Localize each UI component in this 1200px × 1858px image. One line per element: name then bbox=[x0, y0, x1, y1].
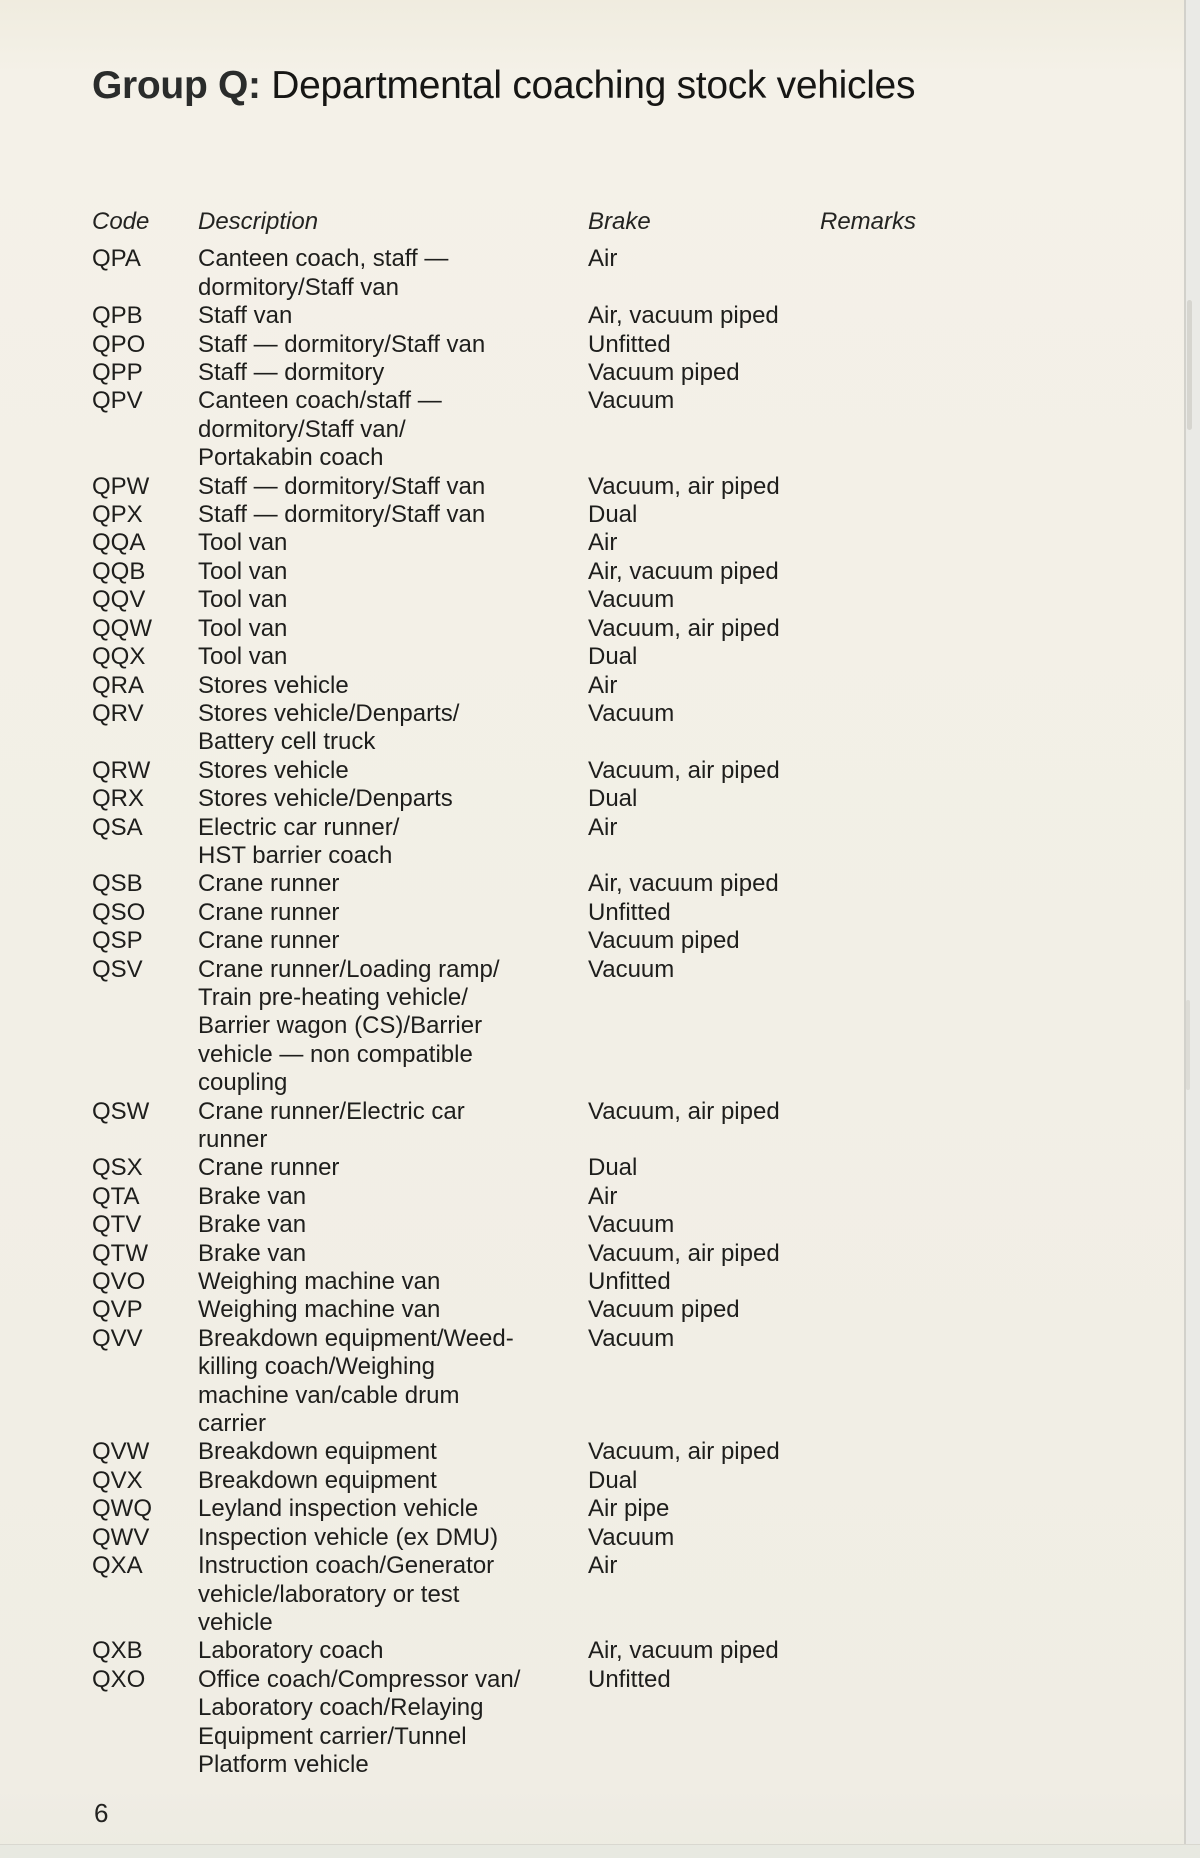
table-row bbox=[92, 529, 1102, 557]
brake-cell: Dual bbox=[588, 785, 638, 813]
description-cell bbox=[198, 529, 588, 557]
brake-cell: Vacuum, air piped bbox=[588, 1097, 780, 1125]
description-cell bbox=[198, 785, 588, 813]
description-cell bbox=[198, 757, 588, 785]
remarks-cell bbox=[820, 1154, 1102, 1182]
description-cell bbox=[198, 1154, 588, 1182]
description-cell bbox=[198, 700, 588, 757]
code-cell: QQB bbox=[92, 557, 146, 585]
remarks-cell bbox=[820, 501, 1102, 529]
description-line: Crane runner bbox=[198, 870, 340, 898]
description-cell bbox=[198, 615, 588, 643]
code-cell: QVP bbox=[92, 1296, 143, 1324]
table-row bbox=[92, 1240, 1102, 1268]
description-line: Staff — dormitory bbox=[198, 359, 385, 387]
remarks-cell bbox=[820, 1296, 1102, 1324]
code-cell: QSW bbox=[92, 1097, 150, 1125]
header-brake: Brake bbox=[588, 208, 651, 235]
header-code: Code bbox=[92, 208, 150, 235]
description-line: Office coach/Compressor van/ bbox=[198, 1665, 521, 1693]
remarks-cell bbox=[820, 927, 1102, 955]
table-row bbox=[92, 785, 1102, 813]
description-line: dormitory/Staff van/ bbox=[198, 415, 406, 443]
remarks-cell bbox=[820, 672, 1102, 700]
code-cell: QQV bbox=[92, 586, 146, 614]
description-cell bbox=[198, 558, 588, 586]
code-cell: QRW bbox=[92, 756, 151, 784]
description-cell bbox=[198, 473, 588, 501]
remarks-cell bbox=[820, 529, 1102, 557]
description-line: Staff — dormitory/Staff van bbox=[198, 472, 486, 500]
table-row bbox=[92, 870, 1102, 898]
description-cell bbox=[198, 1098, 588, 1155]
table-row bbox=[92, 331, 1102, 359]
code-cell: QPV bbox=[92, 387, 143, 415]
description-cell bbox=[198, 899, 588, 927]
brake-cell: Vacuum bbox=[588, 1211, 675, 1239]
code-cell: QPX bbox=[92, 501, 143, 529]
description-line: Tool van bbox=[198, 614, 288, 642]
code-cell: QTV bbox=[92, 1211, 142, 1239]
description-line: Tool van bbox=[198, 586, 288, 614]
description-line: Tool van bbox=[198, 643, 288, 671]
remarks-cell bbox=[820, 331, 1102, 359]
remarks-cell bbox=[820, 1268, 1102, 1296]
remarks-cell bbox=[820, 700, 1102, 757]
code-cell: QVX bbox=[92, 1466, 143, 1494]
description-line: vehicle bbox=[198, 1608, 273, 1636]
description-cell bbox=[198, 1268, 588, 1296]
description-line: Laboratory coach bbox=[198, 1637, 384, 1665]
remarks-cell bbox=[820, 785, 1102, 813]
table-row bbox=[92, 1154, 1102, 1182]
remarks-cell bbox=[820, 302, 1102, 330]
remarks-cell bbox=[820, 870, 1102, 898]
brake-cell: Vacuum piped bbox=[588, 359, 740, 387]
code-cell: QSP bbox=[92, 927, 143, 955]
description-cell bbox=[198, 501, 588, 529]
code-cell: QPP bbox=[92, 359, 143, 387]
description-line: Canteen coach, staff — bbox=[198, 245, 449, 273]
remarks-cell bbox=[820, 1325, 1102, 1439]
code-cell: QQW bbox=[92, 614, 152, 642]
brake-cell: Unfitted bbox=[588, 1268, 671, 1296]
description-line: Crane runner/Loading ramp/ bbox=[198, 955, 500, 983]
table-row bbox=[92, 956, 1102, 1098]
description-cell bbox=[198, 1524, 588, 1552]
remarks-cell bbox=[820, 1495, 1102, 1523]
description-cell bbox=[198, 1240, 588, 1268]
scan-smudge-icon bbox=[1186, 1000, 1190, 1090]
table-header-row bbox=[92, 208, 1102, 236]
brake-cell: Air, vacuum piped bbox=[588, 302, 779, 330]
code-cell: QTA bbox=[92, 1182, 140, 1210]
description-line: Weighing machine van bbox=[198, 1268, 441, 1296]
brake-cell: Air pipe bbox=[588, 1495, 670, 1523]
remarks-cell bbox=[820, 1467, 1102, 1495]
page-edge-shadow-bottom bbox=[0, 1844, 1200, 1858]
description-line: HST barrier coach bbox=[198, 841, 393, 869]
description-line: Barrier wagon (CS)/Barrier bbox=[198, 1012, 483, 1040]
brake-cell: Dual bbox=[588, 1466, 638, 1494]
table-row bbox=[92, 1296, 1102, 1324]
description-cell bbox=[198, 245, 588, 302]
scan-smudge-icon bbox=[1187, 300, 1192, 430]
remarks-cell bbox=[820, 1438, 1102, 1466]
description-line: Laboratory coach/Relaying bbox=[198, 1694, 484, 1722]
table-row bbox=[92, 1211, 1102, 1239]
brake-cell: Dual bbox=[588, 643, 638, 671]
code-cell: QXB bbox=[92, 1637, 143, 1665]
brake-cell: Vacuum, air piped bbox=[588, 1239, 780, 1267]
code-cell: QXA bbox=[92, 1552, 143, 1580]
table-row bbox=[92, 302, 1102, 330]
header-remarks: Remarks bbox=[820, 208, 917, 235]
description-cell bbox=[198, 870, 588, 898]
description-line: machine van/cable drum bbox=[198, 1381, 460, 1409]
code-cell: QSV bbox=[92, 955, 143, 983]
description-line: killing coach/Weighing bbox=[198, 1353, 436, 1381]
description-line: Inspection vehicle (ex DMU) bbox=[198, 1523, 499, 1551]
description-line: Electric car runner/ bbox=[198, 813, 400, 841]
description-line: Crane runner bbox=[198, 1154, 340, 1182]
table-row bbox=[92, 1467, 1102, 1495]
description-line: Breakdown equipment/Weed- bbox=[198, 1324, 514, 1352]
brake-cell: Vacuum, air piped bbox=[588, 472, 780, 500]
code-cell: QTW bbox=[92, 1239, 148, 1267]
remarks-cell bbox=[820, 1240, 1102, 1268]
table-row bbox=[92, 387, 1102, 472]
description-cell bbox=[198, 672, 588, 700]
brake-cell: Air bbox=[588, 529, 618, 557]
remarks-cell bbox=[820, 558, 1102, 586]
brake-cell: Dual bbox=[588, 1154, 638, 1182]
description-line: Portakabin coach bbox=[198, 444, 384, 472]
brake-cell: Vacuum piped bbox=[588, 1296, 740, 1324]
code-cell: QWV bbox=[92, 1523, 150, 1551]
code-cell: QRX bbox=[92, 785, 145, 813]
description-line: Brake van bbox=[198, 1239, 307, 1267]
code-cell: QWQ bbox=[92, 1495, 152, 1523]
title-text: Departmental coaching stock vehicles bbox=[260, 64, 916, 107]
description-cell bbox=[198, 1637, 588, 1665]
brake-cell: Vacuum bbox=[588, 1324, 675, 1352]
table-row bbox=[92, 814, 1102, 871]
brake-cell: Air bbox=[588, 813, 618, 841]
description-cell bbox=[198, 1552, 588, 1637]
brake-cell: Vacuum bbox=[588, 699, 675, 727]
table-row bbox=[92, 643, 1102, 671]
code-cell: QPA bbox=[92, 245, 141, 273]
vehicle-code-table bbox=[92, 208, 1102, 1779]
remarks-cell bbox=[820, 359, 1102, 387]
description-cell bbox=[198, 956, 588, 1098]
description-line: runner bbox=[198, 1126, 268, 1153]
table-row bbox=[92, 558, 1102, 586]
table-row bbox=[92, 1495, 1102, 1523]
brake-cell: Air bbox=[588, 245, 618, 273]
code-cell: QSA bbox=[92, 813, 143, 841]
description-line: Equipment carrier/Tunnel bbox=[198, 1722, 467, 1750]
description-cell bbox=[198, 387, 588, 472]
remarks-cell bbox=[820, 1666, 1102, 1780]
remarks-cell bbox=[820, 1098, 1102, 1155]
brake-cell: Air, vacuum piped bbox=[588, 870, 779, 898]
description-cell bbox=[198, 1211, 588, 1239]
description-cell bbox=[198, 643, 588, 671]
description-line: Stores vehicle bbox=[198, 756, 349, 784]
remarks-cell bbox=[820, 814, 1102, 871]
description-line: Stores vehicle/Denparts/ bbox=[198, 699, 460, 727]
description-line: Canteen coach/staff — bbox=[198, 387, 442, 415]
table-row bbox=[92, 501, 1102, 529]
code-cell: QVO bbox=[92, 1268, 146, 1296]
description-cell bbox=[198, 586, 588, 614]
code-cell: QRV bbox=[92, 699, 144, 727]
table-row bbox=[92, 1325, 1102, 1439]
brake-cell: Vacuum bbox=[588, 1523, 675, 1551]
table-row bbox=[92, 1524, 1102, 1552]
code-cell: QQA bbox=[92, 529, 146, 557]
description-line: Train pre-heating vehicle/ bbox=[198, 983, 468, 1011]
description-cell bbox=[198, 302, 588, 330]
remarks-cell bbox=[820, 643, 1102, 671]
remarks-cell bbox=[820, 615, 1102, 643]
remarks-cell bbox=[820, 1552, 1102, 1637]
description-cell bbox=[198, 359, 588, 387]
description-cell bbox=[198, 1438, 588, 1466]
description-line: Instruction coach/Generator bbox=[198, 1552, 495, 1580]
code-cell: QPO bbox=[92, 330, 146, 358]
code-cell: QVV bbox=[92, 1324, 143, 1352]
brake-cell: Air bbox=[588, 1182, 618, 1210]
remarks-cell bbox=[820, 757, 1102, 785]
brake-cell: Dual bbox=[588, 501, 638, 529]
description-line: Stores vehicle/Denparts bbox=[198, 785, 453, 813]
description-line: dormitory/Staff van bbox=[198, 273, 399, 301]
table-row bbox=[92, 1183, 1102, 1211]
table-row bbox=[92, 899, 1102, 927]
table-row bbox=[92, 359, 1102, 387]
description-cell bbox=[198, 1183, 588, 1211]
brake-cell: Vacuum piped bbox=[588, 927, 740, 955]
table-row bbox=[92, 1552, 1102, 1637]
description-cell bbox=[198, 331, 588, 359]
description-line: Brake van bbox=[198, 1182, 307, 1210]
table-row bbox=[92, 757, 1102, 785]
description-line: Leyland inspection vehicle bbox=[198, 1495, 479, 1523]
remarks-cell bbox=[820, 1637, 1102, 1665]
brake-cell: Unfitted bbox=[588, 330, 671, 358]
code-cell: QSX bbox=[92, 1154, 143, 1182]
description-line: coupling bbox=[198, 1069, 288, 1097]
brake-cell: Vacuum bbox=[588, 955, 675, 983]
description-cell bbox=[198, 1325, 588, 1439]
brake-cell: Unfitted bbox=[588, 898, 671, 926]
brake-cell: Air bbox=[588, 671, 618, 699]
code-cell: QRA bbox=[92, 671, 145, 699]
remarks-cell bbox=[820, 387, 1102, 472]
brake-cell: Air, vacuum piped bbox=[588, 1637, 779, 1665]
description-line: Stores vehicle bbox=[198, 671, 349, 699]
code-cell: QPB bbox=[92, 302, 143, 330]
description-cell bbox=[198, 814, 588, 871]
table-row bbox=[92, 615, 1102, 643]
description-line: Breakdown equipment bbox=[198, 1466, 437, 1494]
brake-cell: Vacuum, air piped bbox=[588, 1438, 780, 1466]
remarks-cell bbox=[820, 473, 1102, 501]
description-line: Brake van bbox=[198, 1211, 307, 1239]
table-row bbox=[92, 245, 1102, 302]
brake-cell: Air, vacuum piped bbox=[588, 557, 779, 585]
header-description: Description bbox=[198, 208, 319, 235]
description-cell bbox=[198, 1296, 588, 1324]
description-line: Crane runner bbox=[198, 898, 340, 926]
table-row bbox=[92, 1666, 1102, 1780]
remarks-cell bbox=[820, 1211, 1102, 1239]
table-row bbox=[92, 672, 1102, 700]
group-code-label: Group Q: bbox=[92, 64, 261, 107]
description-line: Tool van bbox=[198, 557, 288, 585]
table-row bbox=[92, 1098, 1102, 1155]
brake-cell: Vacuum bbox=[588, 586, 675, 614]
description-line: Crane runner/Electric car bbox=[198, 1097, 465, 1125]
brake-cell: Vacuum, air piped bbox=[588, 614, 780, 642]
table-row bbox=[92, 1438, 1102, 1466]
code-cell: QSO bbox=[92, 898, 146, 926]
code-cell: QVW bbox=[92, 1438, 150, 1466]
remarks-cell bbox=[820, 245, 1102, 302]
page-edge-shadow-right bbox=[1184, 0, 1200, 1858]
description-line: vehicle/laboratory or test bbox=[198, 1580, 460, 1608]
remarks-cell bbox=[820, 956, 1102, 1098]
description-cell bbox=[198, 1495, 588, 1523]
page-title bbox=[92, 64, 915, 108]
brake-cell: Vacuum, air piped bbox=[588, 756, 780, 784]
remarks-cell bbox=[820, 1524, 1102, 1552]
page-number: 6 bbox=[94, 1798, 109, 1828]
description-line: Crane runner bbox=[198, 927, 340, 955]
remarks-cell bbox=[820, 1183, 1102, 1211]
description-cell bbox=[198, 1666, 588, 1780]
remarks-cell bbox=[820, 899, 1102, 927]
description-cell bbox=[198, 1467, 588, 1495]
description-line: carrier bbox=[198, 1410, 267, 1438]
description-line: Platform vehicle bbox=[198, 1750, 369, 1778]
table-row bbox=[92, 927, 1102, 955]
code-cell: QPW bbox=[92, 472, 150, 500]
description-line: Staff — dormitory/Staff van bbox=[198, 501, 486, 529]
code-cell: QSB bbox=[92, 870, 143, 898]
description-line: Staff — dormitory/Staff van bbox=[198, 330, 486, 358]
brake-cell: Vacuum bbox=[588, 387, 675, 415]
description-cell bbox=[198, 927, 588, 955]
table-body bbox=[92, 245, 1102, 1779]
brake-cell: Air bbox=[588, 1552, 618, 1580]
description-line: Staff van bbox=[198, 302, 293, 330]
table-row bbox=[92, 1637, 1102, 1665]
description-line: Weighing machine van bbox=[198, 1296, 441, 1324]
description-line: Battery cell truck bbox=[198, 728, 376, 756]
brake-cell: Unfitted bbox=[588, 1665, 671, 1693]
table-row bbox=[92, 700, 1102, 757]
table-row bbox=[92, 586, 1102, 614]
table-row bbox=[92, 473, 1102, 501]
description-line: vehicle — non compatible bbox=[198, 1040, 473, 1068]
description-line: Tool van bbox=[198, 529, 288, 557]
code-cell: QXO bbox=[92, 1665, 146, 1693]
description-line: Breakdown equipment bbox=[198, 1438, 437, 1466]
table-row bbox=[92, 1268, 1102, 1296]
code-cell: QQX bbox=[92, 643, 146, 671]
remarks-cell bbox=[820, 586, 1102, 614]
